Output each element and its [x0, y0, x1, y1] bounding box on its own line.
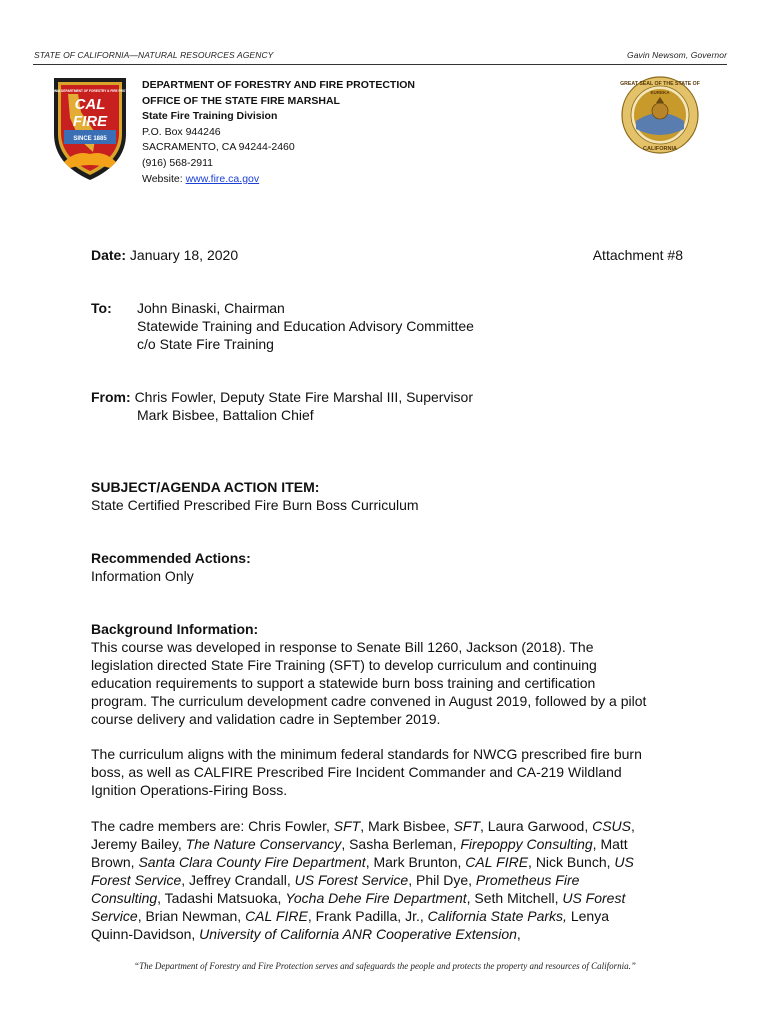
- alignment-paragraph: [91, 745, 681, 799]
- state-seal: [620, 75, 700, 155]
- date-line: [91, 246, 238, 264]
- cal-fire-logo: [40, 72, 140, 182]
- background-label: Background Information:: [91, 621, 259, 637]
- logo-fire-text: FIRE: [72, 113, 108, 130]
- cadre-line: Forest Service, Jeffrey Crandall, US Forest Service, Phil Dye, Prometheus Fire: [91, 872, 580, 888]
- cadre-line: Brown, Santa Clara County Fire Department, Mark Brunton, CAL FIRE, Nick Bunch, US: [91, 854, 634, 870]
- website-label: Website:: [142, 172, 183, 185]
- recommended-value: Information Only: [91, 568, 194, 584]
- cadre-line: The cadre members are: Chris Fowler, SFT, Mark Bisbee, SFT, Laura Garwood, CSUS,: [91, 818, 635, 834]
- to-line: c/o State Fire Training: [137, 336, 274, 352]
- logo-arc-text: CALIFORNIA DEPARTMENT OF FORESTRY & FIRE PROTECTION: [40, 89, 140, 93]
- cadre-line: Consulting, Tadashi Matsuoka, Yocha Dehe Fire Department, Seth Mitchell, US Forest: [91, 890, 626, 906]
- agency-line: STATE OF CALIFORNIA—NATURAL RESOURCES AGENCY: [34, 50, 274, 60]
- letterhead-address: [142, 78, 415, 187]
- footer-motto: “The Department of Forestry and Fire Protection serves and safeguards the people and protects the property and resources of California.”: [134, 961, 636, 971]
- background-line: program. The curriculum development cadre convened in August 2019, followed by a pilot: [91, 693, 647, 709]
- dept-name: DEPARTMENT OF FORESTRY AND FIRE PROTECTION: [142, 79, 416, 91]
- governor-line: Gavin Newsom, Governor: [627, 50, 727, 60]
- from-line: Chris Fowler, Deputy State Fire Marshal III, Supervisor: [134, 389, 474, 405]
- logo-since-text: SINCE 1885: [73, 136, 107, 142]
- date-value: January 18, 2020: [129, 247, 239, 263]
- office-name: OFFICE OF THE STATE FIRE MARSHAL: [142, 94, 340, 107]
- website-link[interactable]: www.fire.ca.gov: [185, 172, 260, 185]
- po-box: P.O. Box 944246: [142, 125, 221, 138]
- background-line: legislation directed State Fire Training (SFT) to develop curriculum and continuing: [91, 657, 597, 673]
- to-line: Statewide Training and Education Advisory Committee: [137, 318, 474, 334]
- alignment-line: Ignition Operations-Firing Boss.: [91, 782, 288, 798]
- header-rule: [33, 64, 727, 65]
- seal-arc-text: GREAT SEAL OF THE STATE OF: [620, 81, 700, 87]
- recommended-label: Recommended Actions:: [91, 550, 251, 566]
- to-label: To:: [91, 300, 112, 316]
- background-line: This course was developed in response to Senate Bill 1260, Jackson (2018). The: [91, 639, 594, 655]
- alignment-line: The curriculum aligns with the minimum federal standards for NWCG prescribed fire burn: [91, 746, 642, 762]
- alignment-line: boss, as well as CALFIRE Prescribed Fire Incident Commander and CA-219 Wildland: [91, 764, 622, 780]
- cadre-line: Quinn-Davidson, University of California ANR Cooperative Extension,: [91, 926, 521, 942]
- cadre-line: Jeremy Bailey, The Nature Conservancy, Sasha Berleman, Firepoppy Consulting, Matt: [91, 836, 628, 852]
- phone-line: (916) 568-2911: [142, 156, 214, 169]
- background-paragraph: [91, 638, 681, 728]
- attachment-label: Attachment #8: [592, 247, 683, 263]
- from-label: From:: [91, 389, 131, 405]
- background-line: education requirements to support a statewide burn boss training and certification: [91, 675, 596, 691]
- logo-cal-text: CAL: [74, 96, 106, 113]
- city-line: SACRAMENTO, CA 94244-2460: [142, 141, 295, 154]
- cadre-line: Service, Brian Newman, CAL FIRE, Frank Padilla, Jr., California State Parks, Lenya: [91, 908, 609, 924]
- from-line: Mark Bisbee, Battalion Chief: [137, 407, 314, 423]
- subject-label: SUBJECT/AGENDA ACTION ITEM:: [91, 479, 320, 495]
- division-name: State Fire Training Division: [142, 110, 278, 123]
- seal-eureka-text: EUREKA: [650, 90, 670, 95]
- to-block: [137, 299, 474, 353]
- subject-value: State Certified Prescribed Fire Burn Boss Curriculum: [91, 497, 419, 513]
- cadre-paragraph: [91, 817, 681, 943]
- date-label: Date:: [91, 247, 127, 263]
- background-line: course delivery and validation cadre in September 2019.: [91, 711, 441, 727]
- to-line: John Binaski, Chairman: [137, 300, 285, 316]
- seal-bottom-text: CALIFORNIA: [643, 146, 677, 152]
- from-line-1: [91, 388, 473, 406]
